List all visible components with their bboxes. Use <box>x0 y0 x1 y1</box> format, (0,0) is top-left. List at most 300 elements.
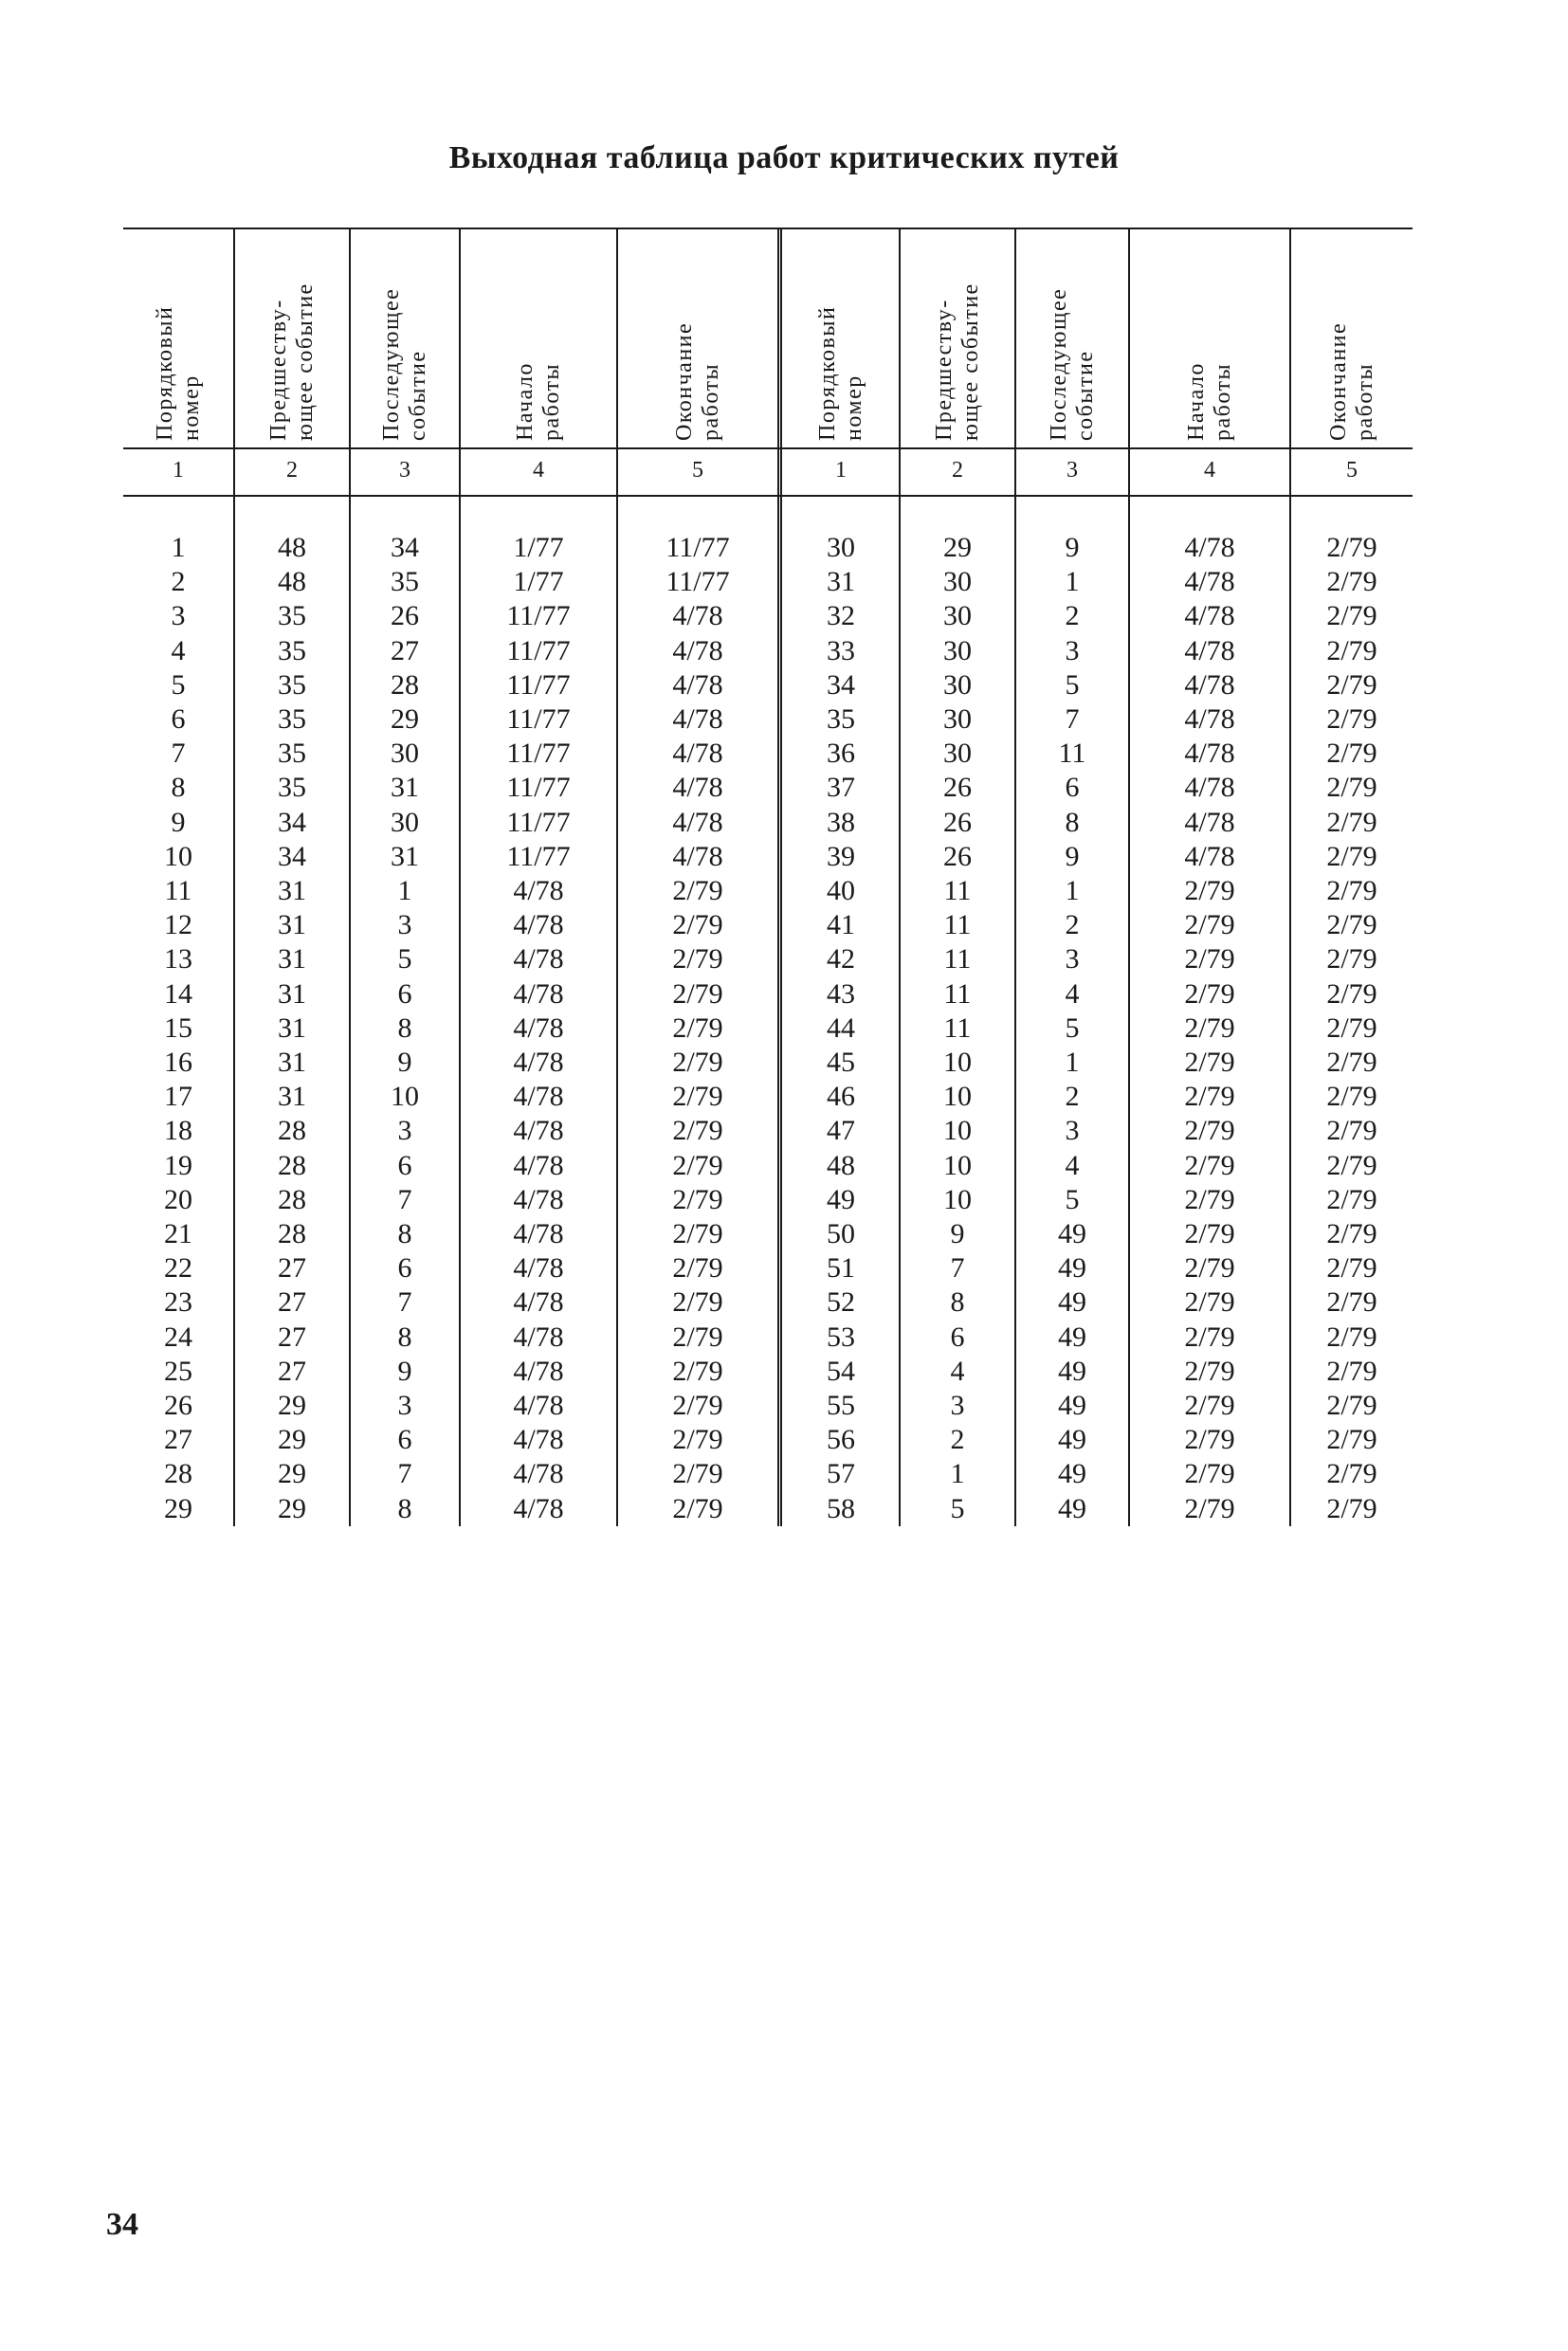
table-cell: 4/78 <box>672 840 723 872</box>
table-cell: 30 <box>827 532 855 563</box>
table-cell: 5 <box>171 668 186 701</box>
table-cell: 2/79 <box>1184 1286 1235 1319</box>
table-cell: 2/79 <box>1326 1047 1377 1079</box>
header-bottom-rule <box>123 447 1413 449</box>
table-cell: 20 <box>164 1183 192 1215</box>
table-cell: 2/79 <box>1184 1424 1235 1456</box>
table-cell: 11 <box>943 943 972 975</box>
page-title: Выходная таблица работ критических путей <box>448 140 1120 175</box>
table-cell: 2/79 <box>1184 1149 1235 1181</box>
table-cell: 8 <box>171 772 186 804</box>
table-cell: 27 <box>278 1286 306 1319</box>
table-cell: 2 <box>171 566 186 598</box>
header-cell <box>235 228 349 446</box>
table-cell: 1/77 <box>513 532 564 563</box>
table-cell: 51 <box>827 1252 855 1285</box>
table-cell: 4/78 <box>1184 703 1235 736</box>
table-cell: 29 <box>278 1492 306 1524</box>
table-cell: 2/79 <box>1326 1115 1377 1147</box>
table-cell: 2/79 <box>1326 909 1377 941</box>
header-label: Порядковый номер <box>153 305 204 441</box>
table-cell: 11/77 <box>506 703 571 736</box>
table-cell: 29 <box>278 1424 306 1456</box>
table-cell: 47 <box>827 1115 855 1147</box>
table-cell: 29 <box>391 703 419 736</box>
table-cell: 35 <box>278 668 306 701</box>
table-cell: 18 <box>164 1115 192 1147</box>
table-cell: 4/78 <box>1184 668 1235 701</box>
table-cell: 11 <box>943 909 972 941</box>
table-cell: 4/78 <box>672 634 723 666</box>
table-cell: 2/79 <box>1184 1115 1235 1147</box>
table-cell: 5 <box>397 943 412 975</box>
header-label: Порядковый номер <box>815 305 866 441</box>
table-cell: 4/78 <box>513 1183 564 1215</box>
table-cell: 30 <box>391 806 419 838</box>
table-cell: 2/79 <box>1326 1424 1377 1456</box>
header-cell <box>351 228 459 446</box>
column-number: 4 <box>533 457 544 483</box>
header-label: Начало работы <box>1184 362 1235 441</box>
table-cell: 30 <box>943 600 972 632</box>
table-cell: 2/79 <box>672 1390 723 1422</box>
table-cell: 4/78 <box>513 1458 564 1490</box>
table-cell: 48 <box>827 1149 855 1181</box>
table-cell: 44 <box>827 1011 855 1044</box>
table-cell: 5 <box>1065 1183 1080 1215</box>
table-cell: 34 <box>278 806 306 838</box>
table-cell: 10 <box>943 1183 972 1215</box>
table-cell: 31 <box>827 566 855 598</box>
table-cell: 27 <box>391 634 419 666</box>
table-cell: 2 <box>1065 909 1080 941</box>
table-cell: 28 <box>278 1149 306 1181</box>
table-cell: 10 <box>943 1081 972 1113</box>
table-cell: 2/79 <box>1184 1321 1235 1353</box>
table-cell: 6 <box>397 977 412 1010</box>
table-cell: 58 <box>827 1492 855 1524</box>
table-cell: 2/79 <box>1326 1492 1377 1524</box>
table-cell: 2/79 <box>1184 943 1235 975</box>
table-cell: 33 <box>827 634 855 666</box>
table-cell: 27 <box>278 1252 306 1285</box>
table-cell: 27 <box>278 1355 306 1387</box>
table-cell: 10 <box>164 840 192 872</box>
column-number: 3 <box>1067 457 1078 483</box>
table-cell: 38 <box>827 806 855 838</box>
header-label: Последующее событие <box>379 287 430 441</box>
table-cell: 31 <box>278 875 306 907</box>
table-cell: 5 <box>1065 1011 1080 1044</box>
table-cell: 29 <box>943 532 972 563</box>
header-cell <box>1130 228 1289 446</box>
table-cell: 11/77 <box>665 532 730 563</box>
table-cell: 8 <box>397 1011 412 1044</box>
table-cell: 35 <box>391 566 419 598</box>
table-cell: 2/79 <box>1184 909 1235 941</box>
table-cell: 30 <box>391 738 419 770</box>
table-cell: 11 <box>164 875 192 907</box>
table-cell: 49 <box>1058 1458 1086 1490</box>
table-cell: 30 <box>943 703 972 736</box>
table-cell: 2/79 <box>1326 1458 1377 1490</box>
header-cell <box>461 228 616 446</box>
table-cell: 15 <box>164 1011 192 1044</box>
table-cell: 4/78 <box>1184 772 1235 804</box>
table-cell: 2/79 <box>1326 1149 1377 1181</box>
table-cell: 2/79 <box>672 875 723 907</box>
table-cell: 4/78 <box>1184 738 1235 770</box>
table-cell: 2/79 <box>672 1492 723 1524</box>
table-cell: 5 <box>1065 668 1080 701</box>
table-cell: 35 <box>278 772 306 804</box>
table-cell: 2/79 <box>1326 738 1377 770</box>
table-cell: 2/79 <box>672 1047 723 1079</box>
table-cell: 2/79 <box>1326 566 1377 598</box>
table-cell: 31 <box>278 943 306 975</box>
table-cell: 29 <box>278 1390 306 1422</box>
table-cell: 2/79 <box>672 1149 723 1181</box>
table-cell: 2/79 <box>1184 1047 1235 1079</box>
table-cell: 2/79 <box>1326 1286 1377 1319</box>
column-number: 4 <box>1204 457 1215 483</box>
table-cell: 26 <box>943 840 972 872</box>
table-cell: 11/77 <box>506 806 571 838</box>
table-cell: 34 <box>391 532 419 563</box>
left-col-end <box>618 531 777 1526</box>
table-cell: 2/79 <box>672 1011 723 1044</box>
table-cell: 2/79 <box>1184 1218 1235 1250</box>
column-number: 5 <box>1346 457 1358 483</box>
right-col-end <box>1291 531 1413 1526</box>
table-cell: 29 <box>164 1492 192 1524</box>
table-cell: 24 <box>164 1321 192 1353</box>
table-cell: 28 <box>278 1183 306 1215</box>
table-cell: 4 <box>1065 977 1080 1010</box>
header-cell <box>901 228 1014 446</box>
table-cell: 2/79 <box>672 1115 723 1147</box>
table-cell: 4/78 <box>513 1492 564 1524</box>
table-cell: 2/79 <box>672 1252 723 1285</box>
table-cell: 11 <box>943 977 972 1010</box>
table-cell: 21 <box>164 1218 192 1250</box>
table-cell: 9 <box>171 806 186 838</box>
table-cell: 1 <box>171 532 186 563</box>
table-cell: 4/78 <box>513 1047 564 1079</box>
header-cell <box>1291 228 1413 446</box>
table-cell: 31 <box>278 1081 306 1113</box>
table-cell: 6 <box>397 1149 412 1181</box>
table-cell: 31 <box>278 1011 306 1044</box>
table-cell: 4/78 <box>672 772 723 804</box>
table-cell: 4/78 <box>513 875 564 907</box>
table-cell: 30 <box>943 668 972 701</box>
table-cell: 2 <box>1065 1081 1080 1113</box>
table-cell: 17 <box>164 1081 192 1113</box>
table-cell: 7 <box>950 1252 965 1285</box>
right-col-start <box>1130 531 1289 1526</box>
table-cell: 49 <box>827 1183 855 1215</box>
table-cell: 2/79 <box>672 909 723 941</box>
table-cell: 2/79 <box>672 1183 723 1215</box>
page-number: 34 <box>106 2207 138 2242</box>
table-cell: 26 <box>391 600 419 632</box>
table-cell: 2/79 <box>1326 1252 1377 1285</box>
table-cell: 7 <box>397 1286 412 1319</box>
header-label: Окончание работы <box>672 321 723 441</box>
table-cell: 4/78 <box>1184 532 1235 563</box>
table-cell: 11/77 <box>506 600 571 632</box>
table-cell: 34 <box>278 840 306 872</box>
left-col-order <box>123 531 233 1526</box>
table-cell: 3 <box>1065 943 1080 975</box>
table-cell: 42 <box>827 943 855 975</box>
table-cell: 4 <box>1065 1149 1080 1181</box>
table-cell: 49 <box>1058 1424 1086 1456</box>
table-cell: 9 <box>1065 840 1080 872</box>
table-cell: 27 <box>164 1424 192 1456</box>
table-cell: 1 <box>1065 1047 1080 1079</box>
table-cell: 8 <box>397 1492 412 1524</box>
table-cell: 10 <box>943 1115 972 1147</box>
table-cell: 6 <box>171 703 186 736</box>
table-cell: 48 <box>278 566 306 598</box>
table-cell: 5 <box>950 1492 965 1524</box>
table-cell: 2/79 <box>1326 600 1377 632</box>
table-cell: 6 <box>950 1321 965 1353</box>
table-cell: 2/79 <box>672 1355 723 1387</box>
table-cell: 32 <box>827 600 855 632</box>
table-cell: 4/78 <box>1184 806 1235 838</box>
table-cell: 8 <box>950 1286 965 1319</box>
table-cell: 2/79 <box>1184 1183 1235 1215</box>
table-cell: 1 <box>1065 566 1080 598</box>
table-cell: 28 <box>164 1458 192 1490</box>
left-col-start <box>461 531 616 1526</box>
table-cell: 2/79 <box>1326 806 1377 838</box>
table-cell: 7 <box>397 1183 412 1215</box>
left-col-preceding <box>235 531 349 1526</box>
table-cell: 1 <box>950 1458 965 1490</box>
table-cell: 4/78 <box>672 668 723 701</box>
table-cell: 10 <box>943 1149 972 1181</box>
table-cell: 4/78 <box>672 600 723 632</box>
table-cell: 2 <box>950 1424 965 1456</box>
table-cell: 11/77 <box>506 668 571 701</box>
table-cell: 4/78 <box>513 1081 564 1113</box>
table-cell: 4/78 <box>513 1355 564 1387</box>
table-cell: 4/78 <box>1184 566 1235 598</box>
table-cell: 2/79 <box>1326 1011 1377 1044</box>
table-cell: 30 <box>943 634 972 666</box>
right-col-order <box>783 531 899 1526</box>
table-cell: 2/79 <box>1326 943 1377 975</box>
critical-paths-table <box>123 228 1413 1526</box>
table-cell: 4/78 <box>513 1115 564 1147</box>
table-cell: 2/79 <box>1326 1218 1377 1250</box>
table-cell: 9 <box>1065 532 1080 563</box>
table-cell: 35 <box>827 703 855 736</box>
header-label: Предшеству- ющее событие <box>932 282 983 441</box>
table-cell: 3 <box>950 1390 965 1422</box>
header-label: Последующее событие <box>1047 287 1098 441</box>
table-cell: 28 <box>278 1218 306 1250</box>
table-cell: 19 <box>164 1149 192 1181</box>
column-number: 2 <box>286 457 298 483</box>
table-cell: 6 <box>397 1252 412 1285</box>
table-cell: 2/79 <box>1326 875 1377 907</box>
table-cell: 26 <box>164 1390 192 1422</box>
table-cell: 2/79 <box>1326 1081 1377 1113</box>
table-cell: 11/77 <box>665 566 730 598</box>
table-cell: 30 <box>943 738 972 770</box>
table-cell: 2/79 <box>672 1458 723 1490</box>
table-cell: 35 <box>278 600 306 632</box>
header-cell <box>1016 228 1128 446</box>
table-cell: 3 <box>397 1115 412 1147</box>
table-cell: 7 <box>397 1458 412 1490</box>
table-cell: 2/79 <box>672 1081 723 1113</box>
right-col-preceding <box>901 531 1014 1526</box>
table-cell: 2/79 <box>1326 668 1377 701</box>
column-number: 5 <box>692 457 703 483</box>
table-cell: 4/78 <box>1184 634 1235 666</box>
table-cell: 30 <box>943 566 972 598</box>
table-cell: 4/78 <box>513 1011 564 1044</box>
table-cell: 37 <box>827 772 855 804</box>
table-cell: 56 <box>827 1424 855 1456</box>
table-cell: 4/78 <box>672 738 723 770</box>
table-cell: 4 <box>950 1355 965 1387</box>
table-cell: 4/78 <box>513 1321 564 1353</box>
column-number: 2 <box>952 457 963 483</box>
table-cell: 36 <box>827 738 855 770</box>
table-cell: 49 <box>1058 1286 1086 1319</box>
table-cell: 2/79 <box>1184 1390 1235 1422</box>
table-cell: 50 <box>827 1218 855 1250</box>
table-cell: 2/79 <box>672 1218 723 1250</box>
table-cell: 3 <box>397 1390 412 1422</box>
table-cell: 55 <box>827 1390 855 1422</box>
table-cell: 6 <box>1065 772 1080 804</box>
table-cell: 1 <box>1065 875 1080 907</box>
table-cell: 35 <box>278 634 306 666</box>
header-cell <box>618 228 777 446</box>
table-cell: 49 <box>1058 1390 1086 1422</box>
table-cell: 2/79 <box>1326 634 1377 666</box>
column-number: 1 <box>173 457 184 483</box>
table-cell: 49 <box>1058 1218 1086 1250</box>
table-cell: 4/78 <box>513 1218 564 1250</box>
table-cell: 4/78 <box>513 1149 564 1181</box>
table-cell: 35 <box>278 703 306 736</box>
header-label: Начало работы <box>513 362 564 441</box>
table-cell: 1 <box>397 875 412 907</box>
left-col-following <box>351 531 459 1526</box>
table-cell: 9 <box>397 1047 412 1079</box>
table-cell: 11/77 <box>506 772 571 804</box>
table-cell: 25 <box>164 1355 192 1387</box>
column-number: 1 <box>835 457 847 483</box>
table-cell: 31 <box>278 1047 306 1079</box>
table-cell: 4 <box>171 634 186 666</box>
table-cell: 2/79 <box>1326 1183 1377 1215</box>
table-cell: 57 <box>827 1458 855 1490</box>
table-cell: 2/79 <box>672 1286 723 1319</box>
table-cell: 2 <box>1065 600 1080 632</box>
table-cell: 2/79 <box>1326 772 1377 804</box>
table-cell: 2/79 <box>1326 840 1377 872</box>
table-cell: 41 <box>827 909 855 941</box>
table-cell: 2/79 <box>672 1424 723 1456</box>
table-cell: 4/78 <box>672 703 723 736</box>
table-cell: 16 <box>164 1047 192 1079</box>
header-label: Предшеству- ющее событие <box>266 282 318 441</box>
table-cell: 53 <box>827 1321 855 1353</box>
header-label: Окончание работы <box>1326 321 1377 441</box>
table-cell: 40 <box>827 875 855 907</box>
numbering-bottom-rule <box>123 495 1413 497</box>
table-cell: 2/79 <box>1326 1321 1377 1353</box>
table-cell: 26 <box>943 806 972 838</box>
table-cell: 29 <box>278 1458 306 1490</box>
table-cell: 2/79 <box>1326 1390 1377 1422</box>
table-cell: 3 <box>1065 634 1080 666</box>
table-cell: 2/79 <box>1184 1252 1235 1285</box>
table-cell: 8 <box>397 1321 412 1353</box>
table-cell: 11 <box>943 1011 972 1044</box>
table-cell: 48 <box>278 532 306 563</box>
table-cell: 2/79 <box>1326 977 1377 1010</box>
table-cell: 7 <box>1065 703 1080 736</box>
table-cell: 2/79 <box>1184 977 1235 1010</box>
table-cell: 31 <box>278 909 306 941</box>
table-cell: 4/78 <box>513 943 564 975</box>
table-cell: 12 <box>164 909 192 941</box>
table-cell: 14 <box>164 977 192 1010</box>
table-cell: 11 <box>1058 738 1086 770</box>
table-cell: 31 <box>391 840 419 872</box>
right-col-following <box>1016 531 1128 1526</box>
table-cell: 2/79 <box>1184 1492 1235 1524</box>
table-cell: 2/79 <box>672 943 723 975</box>
table-cell: 2/79 <box>1326 532 1377 563</box>
table-cell: 10 <box>943 1047 972 1079</box>
table-cell: 4/78 <box>513 977 564 1010</box>
table-cell: 11/77 <box>506 738 571 770</box>
table-cell: 2/79 <box>672 977 723 1010</box>
table-cell: 54 <box>827 1355 855 1387</box>
table-cell: 8 <box>397 1218 412 1250</box>
table-cell: 46 <box>827 1081 855 1113</box>
table-cell: 4/78 <box>1184 600 1235 632</box>
table-cell: 1/77 <box>513 566 564 598</box>
table-cell: 2/79 <box>1184 1011 1235 1044</box>
table-cell: 2/79 <box>1184 1081 1235 1113</box>
table-cell: 49 <box>1058 1252 1086 1285</box>
table-cell: 4/78 <box>513 1390 564 1422</box>
table-cell: 39 <box>827 840 855 872</box>
table-cell: 31 <box>278 977 306 1010</box>
table-cell: 4/78 <box>513 1286 564 1319</box>
table-cell: 2/79 <box>1184 875 1235 907</box>
table-cell: 34 <box>827 668 855 701</box>
table-cell: 49 <box>1058 1355 1086 1387</box>
table-cell: 2/79 <box>1184 1458 1235 1490</box>
table-cell: 2/79 <box>1326 1355 1377 1387</box>
table-cell: 27 <box>278 1321 306 1353</box>
table-cell: 28 <box>278 1115 306 1147</box>
